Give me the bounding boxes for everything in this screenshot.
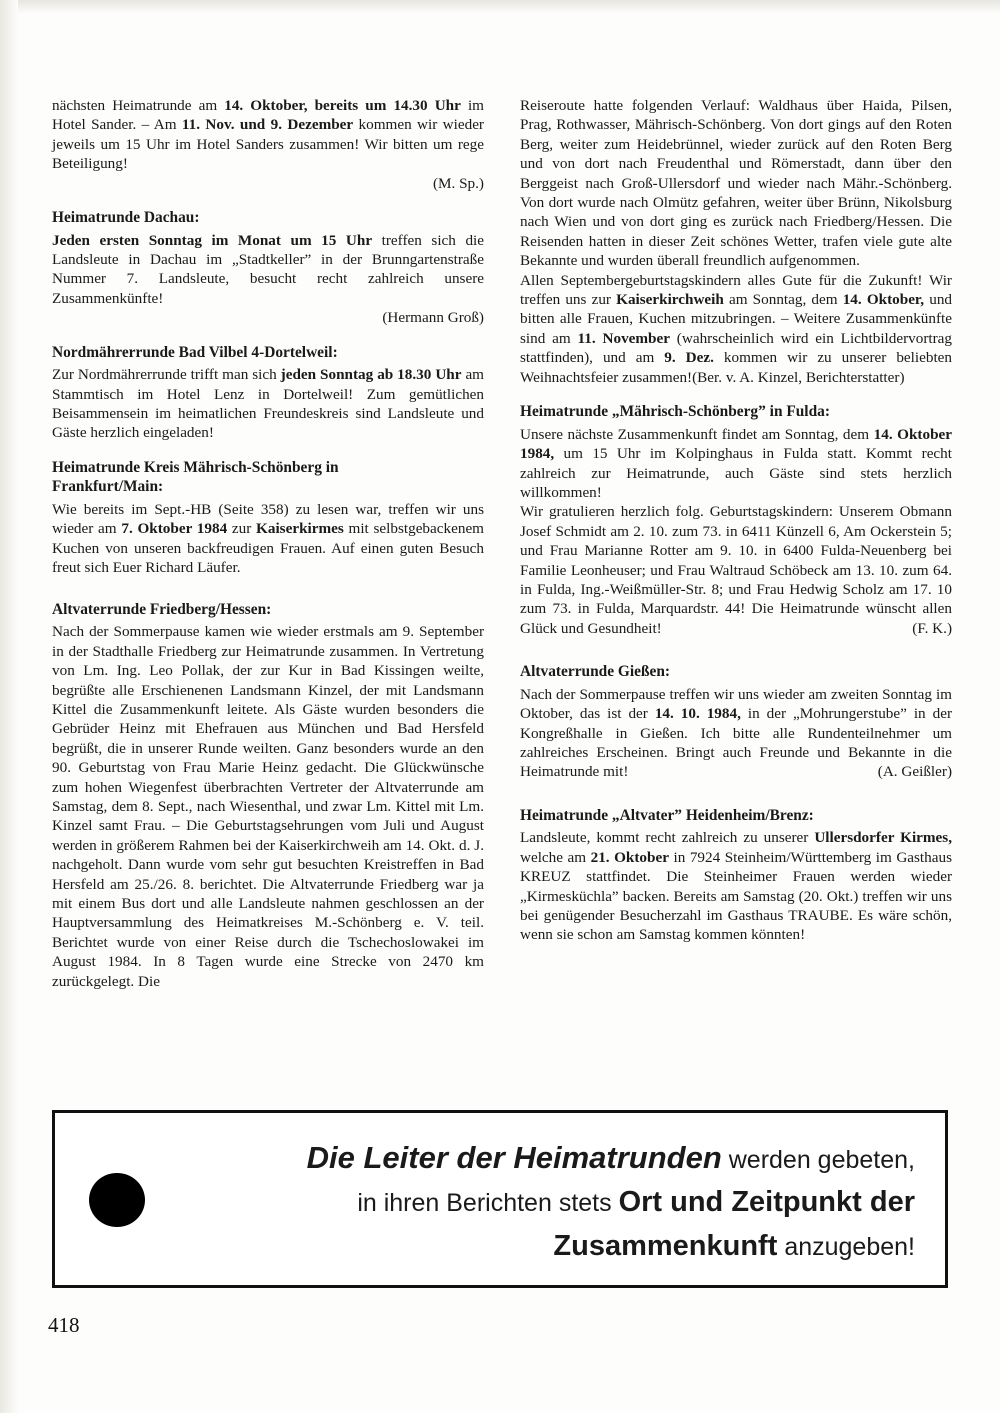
- heading-dortelweil: Nordmährerrunde Bad Vilbel 4-Dortelweil:: [52, 343, 338, 361]
- paragraph-frankfurt: [52, 500, 484, 578]
- cont-text-5: kommen wir zu unserer beliebten Weihnachtsfeier zusammen!: [520, 349, 952, 386]
- heidenheim-text-3: in 7924 Steinheim/Württemberg im Gasthaus KREUZ stattfindet. Die Steinheimer Frauen werden wieder „Kirmesküchla” backen. Bereits am Samstag (20. Okt.) treffen wir uns bei genügender Besucherzahl im Gasthaus TRAUBE. Es wäre schön, wenn sie schon am Samstag kommen könnten!: [520, 848, 952, 944]
- cont-text-1: Allen Septembergeburtstagskindern alles Gute für die Zukunft! Wir treffen uns zur: [520, 271, 952, 309]
- heidenheim-text-1: Landsleute, kommt recht zahlreich zu unserer: [520, 829, 815, 847]
- notice-line-2: [91, 1185, 915, 1220]
- fulda-signature: (F. K.): [912, 619, 952, 637]
- giessen-bold-1: 14. 10. 1984,: [654, 705, 741, 723]
- dortelweil-bold-1: jeden Sonntag ab 18.30 Uhr: [280, 366, 462, 384]
- heidenheim-text-2: welche am: [520, 848, 591, 866]
- intro-text-1: nächsten Heimatrunde am: [52, 97, 225, 114]
- cont-bold-1: Kaiserkirchweih: [616, 291, 724, 309]
- cont-text-2: am Sonntag, dem: [723, 291, 843, 309]
- fulda-text-2: um 15 Uhr im Kolpinghaus in Fulda statt. Kommt recht zahlreich zur Heimatrunde, auch Gäste sind stets herzlich willkommen!: [520, 445, 952, 501]
- notice-line-1: [91, 1141, 915, 1177]
- paragraph-heidenheim: [520, 828, 952, 944]
- paragraph-intro: [52, 96, 484, 174]
- dachau-text: treffen sich die Landsleute in Dachau im „Stadtkeller” in der Brunngartenstraße Nummer 7. Landsleute, besucht recht zahlreich unsere Zusammenkünfte!: [52, 231, 485, 307]
- cont-text-3: und bitten alle Frauen, Kuchen mitzubringen. – Weitere Zusammenkünfte sind am: [520, 291, 953, 347]
- intro-bold-2: 11. Nov. und 9. Dezember: [181, 116, 354, 134]
- intro-text-3: kommen wir wieder jeweils um 15 Uhr im Hotel Sanders zusammen! Wir bitten um rege Beteiligung!: [52, 116, 484, 173]
- heading-dachau: Heimatrunde Dachau:: [52, 209, 200, 227]
- fulda-text-1: Unsere nächste Zusammenkunft findet am Sonntag, dem: [520, 425, 874, 443]
- notice-line3-bold: Zusammenkunft: [553, 1230, 778, 1262]
- notice-box: [52, 1110, 948, 1288]
- paragraph-fulda-2: [520, 502, 952, 638]
- paragraph-fulda-1: [520, 425, 952, 503]
- fulda-bold-1: 14. Oktober 1984,: [520, 425, 952, 463]
- cont-bold-3: 11. November: [577, 329, 670, 347]
- fulda-text-3: Wir gratulieren herzlich folg. Geburtstagskindern: Unserem Obmann Josef Schmidt am 2. 10. zum 73. in 6411 Künzell 6, Am Ockerstein 5; und Frau Marianne Rotter am 9. 10. in 6400 Fulda-Neuenberg bei Familie Leonheuser; und Frau Waltraud Schöbeck am 13. 10. zum 64. in Fulda, Ing.-Weißmüller-Str. 8; und Frau Hedwig Scholz am 17. 10 zum 73. in Fulda, Marquardstr. 44! Die Heimatrunde wünscht allen Glück und Gesundheit!: [520, 503, 952, 637]
- heading-giessen: Altvaterrunde Gießen:: [520, 663, 671, 681]
- cont-bold-2: 14. Oktober,: [842, 291, 925, 309]
- scan-edge-top: [0, 0, 1000, 14]
- paragraph-continuation-2: [520, 271, 952, 387]
- paragraph-friedberg: Nach der Sommerpause kamen wie wieder erstmals am 9. September in der Stadthalle Friedberg zur Heimatrunde zusammen. In Vertretung von Lm. Ing. Leo Pollak, der zur Kur in Bad Kissingen weilte, begrüßte alle Erschienenen Landsmann Kinzel, der mit Landsmann Kittel die Zusammenkunft leitete. Als Gäste wurden besonders die Gebrüder Heinz mit Ehefrauen aus München und Bad Hersfeld begrüßt, die in unserer Runde weilten. Ganz besonders wurde an den 90. Geburtstag von Frau Marie Heinz gedacht. Die Glückwünsche zum hohen Wiegenfest überbrachten Vertreter der Altvaterrunde am Samstag, dem 8. Sept., nach Wiesenthal, und zwar Lm. Kittel mit Lm. Kinzel samt Frau. – Die Geburtstagsehrungen vom Juli und August werden in größerem Rahmen bei der Kaiserkirchweih am 14. Okt. d. J. nachgeholt. Dann wurde vom sehr gut besuchten Kreistreffen in Bad Hersfeld am 25./26. 8. berichtet. Die Altvaterrunde Friedberg war ja mit einem Bus dort und alle Landsleute nahmen geschlossen an der Hauptversammlung des Heimatkreises M.-Schönberg e. V. teil. Berichtet wurde von einer Reise durch die Tschechoslowakei im August 1984. In 8 Tagen wurde eine Strecke von 2470 km zurückgelegt. Die: [52, 623, 484, 990]
- cont-text-4: (wahrscheinlich wird ein Lichtbildervortrag stattfinden), und am: [520, 329, 953, 367]
- giessen-text-1: Nach der Sommerpause treffen wir uns wieder am zweiten Sonntag im Oktober, das ist der: [520, 685, 952, 723]
- paragraph-dachau: [52, 231, 484, 309]
- intro-bold-1: 14. Oktober, bereits um 14.30 Uhr: [224, 97, 461, 114]
- heidenheim-bold-2: 21. Oktober: [590, 848, 669, 866]
- paragraph-continuation-1: Reiseroute hatte folgenden Verlauf: Waldhaus über Haida, Pilsen, Prag, Rothwasser, Mährisch-Schönberg. Von dort gings auf den Roten Berg, weiter zum Heidebrünnel, wieder zurück auf den Roten Berg und von dort nach Freudenthal und Römerstadt, dann über den Berggeist nach Groß-Ullersdorf und wieder nach Mähr.-Schönberg. Von dort wurde nach Olmütz gefahren, weiter über Brünn, Nikolsburg nach Wien und von dort ging es zurück nach Friedberg/Hessen. Die Reisenden hatten in dieser Zeit schönes Wetter, trafen viele gute alte Bekannte und wurden überall freundlich aufgenommen.: [520, 97, 952, 270]
- frankfurt-bold-1: 7. Oktober 1984: [121, 520, 228, 538]
- intro-text-2: im Hotel Sander. – Am: [52, 97, 484, 134]
- paragraph-dortelweil: [52, 365, 484, 443]
- frankfurt-text-1: Wie bereits im Sept.-HB (Seite 358) zu lesen war, treffen wir uns wieder am: [52, 501, 484, 538]
- two-column-body: [52, 96, 952, 991]
- heading-frankfurt-line2: Frankfurt/Main:: [52, 478, 164, 496]
- cont-bold-4: 9. Dez.: [664, 349, 714, 367]
- frankfurt-text-2: zur: [227, 520, 257, 538]
- heidenheim-bold-1: Ullersdorfer Kirmes,: [814, 829, 952, 847]
- heading-frankfurt-line1: Heimatrunde Kreis Mährisch-Schönberg in: [52, 458, 339, 476]
- right-column: [520, 96, 952, 991]
- heading-fulda: Heimatrunde „Mährisch-Schönberg” in Fulda:: [520, 403, 830, 421]
- notice-line2-plain: in ihren Berichten stets: [357, 1189, 619, 1217]
- scan-edge-left: [0, 0, 18, 1413]
- notice-inner: [55, 1113, 945, 1285]
- left-column: [52, 96, 484, 991]
- page-number: 418: [48, 1313, 80, 1337]
- heading-heidenheim: Heimatrunde „Altvater” Heidenheim/Brenz:: [520, 806, 814, 824]
- giessen-text-2: in der „Mohrungerstube” in der Kongreßhalle in Gießen. Ich bitte alle Rundenteilnehmer um zahlreiches Erscheinen. Bringt auch Freunde und Bekannte in die Heimatrunde mit!: [520, 705, 953, 781]
- dachau-bold-1: Jeden ersten Sonntag im Monat um 15 Uhr: [52, 231, 373, 249]
- dortelweil-text-1: Zur Nordmährerrunde trifft man sich: [52, 366, 281, 384]
- notice-line-3: [91, 1229, 915, 1264]
- frankfurt-text-3: mit selbstgebackenem Kuchen von unseren backfreudigen Frauen. Auf einen guten Besuch freut sich Euer Richard Läufer.: [52, 520, 484, 577]
- notice-line3-plain: anzugeben!: [777, 1233, 915, 1261]
- frankfurt-bold-2: Kaiserkirmes: [256, 520, 344, 538]
- notice-line2-bold: Ort und Zeitpunkt der: [618, 1186, 915, 1218]
- heading-friedberg: Altvaterrunde Friedberg/Hessen:: [52, 600, 272, 618]
- cont-signature: (Ber. v. A. Kinzel, Berichterstatter): [692, 368, 905, 386]
- dachau-signature: (Hermann Groß): [382, 309, 484, 327]
- notice-line1-plain: werden gebeten,: [721, 1146, 915, 1174]
- paragraph-giessen: [520, 685, 952, 782]
- dortelweil-text-2: am Stammtisch im Hotel Lenz in Dortelweil! Zum gemütlichen Beisammensein im heimatlichen Freundeskreis sind Landsleute und Gäste herzlich eingeladen!: [52, 366, 484, 442]
- giessen-signature: (A. Geißler): [877, 763, 952, 781]
- notice-line1-italic: Die Leiter der Heimatrunden: [306, 1140, 722, 1175]
- intro-signature: (M. Sp.): [432, 174, 484, 192]
